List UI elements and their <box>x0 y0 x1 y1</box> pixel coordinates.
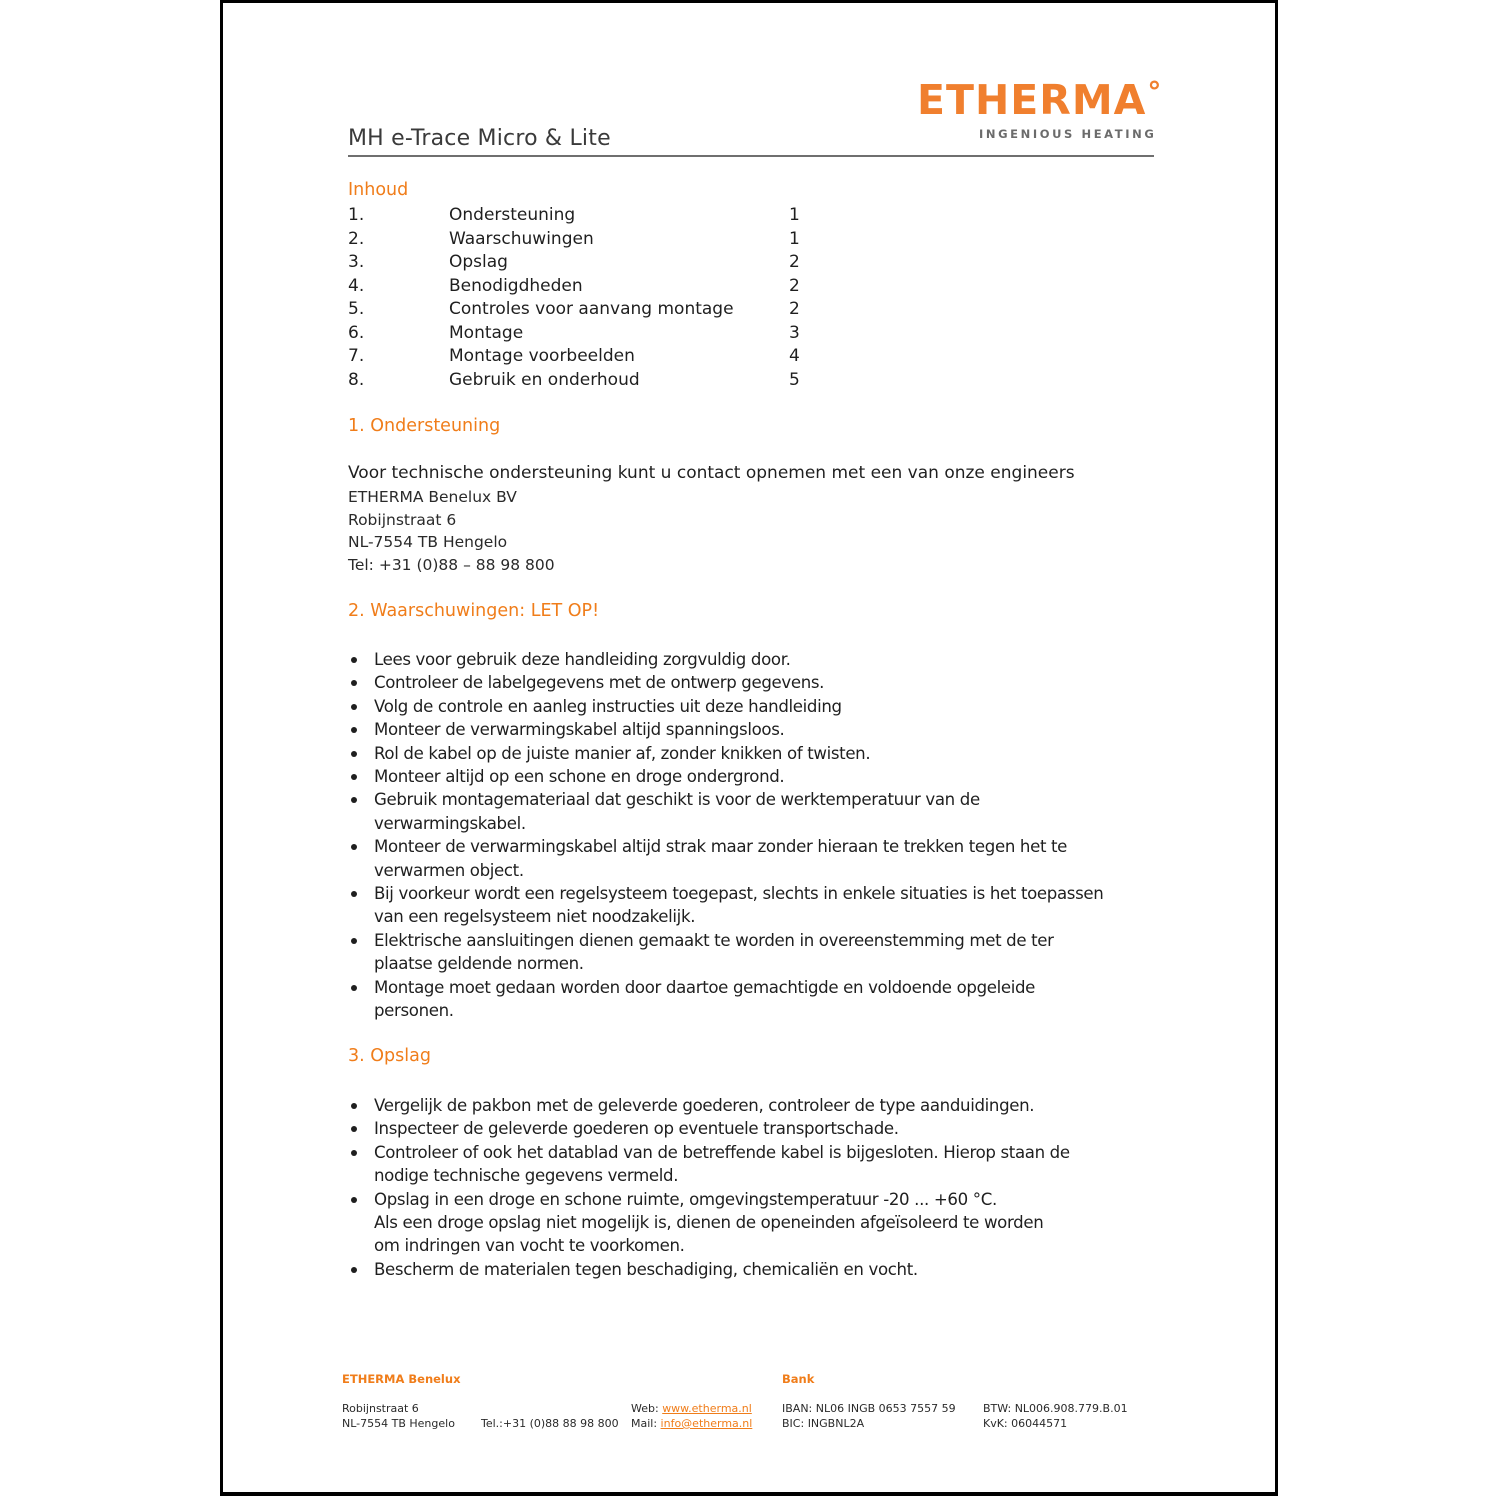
section-heading-opslag: 3. Opslag <box>348 1046 431 1066</box>
toc-number: 5. <box>348 299 365 319</box>
list-item: Montage moet gedaan worden door daartoe gemachtigde en voldoende opgeleide personen. <box>348 976 1178 1023</box>
bullet-icon <box>351 797 357 803</box>
bullet-icon <box>351 1126 357 1132</box>
toc-label: Gebruik en onderhoud <box>449 369 640 390</box>
bullet-icon <box>351 985 357 991</box>
bullet-icon <box>351 774 357 780</box>
footer-mail <box>631 1416 752 1431</box>
toc-label: Waarschuwingen <box>449 228 594 249</box>
email-link[interactable]: info@etherma.nl <box>660 1417 753 1430</box>
toc-page: 2 <box>789 275 800 296</box>
bullet-icon <box>351 1267 357 1273</box>
footer-city: NL-7554 TB Hengelo <box>342 1417 455 1430</box>
logo-degree-icon: ° <box>1147 75 1163 108</box>
toc-page: 5 <box>789 369 800 390</box>
footer-bic: BIC: INGBNL2A <box>782 1417 865 1430</box>
footer-street: Robijnstraat 6 <box>342 1402 419 1415</box>
header-divider <box>348 155 1154 157</box>
toc-item <box>348 299 808 322</box>
bullet-icon <box>351 1103 357 1109</box>
footer-web-label: Web: <box>631 1402 663 1415</box>
bullet-icon <box>351 727 357 733</box>
bullet-icon <box>351 1150 357 1156</box>
list-item: Elektrische aansluitingen dienen gemaakt te worden in overeenstemming met de ter plaatse geldende normen. <box>348 929 1178 976</box>
toc-heading: Inhoud <box>348 180 409 200</box>
list-item: Monteer altijd op een schone en droge ondergrond. <box>348 765 1178 788</box>
list-item: Volg de controle en aanleg instructies uit deze handleiding <box>348 695 1178 718</box>
footer-phone: Tel.:+31 (0)88 88 98 800 <box>481 1417 619 1430</box>
footer-mail-label: Mail: <box>631 1417 661 1430</box>
toc-number: 2. <box>348 228 365 249</box>
toc-item <box>348 346 808 369</box>
list-item: Lees voor gebruik deze handleiding zorgvuldig door. <box>348 648 1178 671</box>
support-city: NL-7554 TB Hengelo <box>348 533 508 551</box>
list-item: Gebruik montagemateriaal dat geschikt is voor de werktemperatuur van de verwarmingskabel. <box>348 788 1178 835</box>
toc-page: 2 <box>789 252 800 272</box>
toc-number: 7. <box>348 346 365 366</box>
footer-bank-heading: Bank <box>782 1372 815 1386</box>
support-company-name: ETHERMA Benelux BV <box>348 488 517 506</box>
toc-item <box>348 276 808 299</box>
warnings-list <box>348 648 1178 1023</box>
website-link[interactable]: www.etherma.nl <box>662 1402 752 1415</box>
toc-label: Ondersteuning <box>449 205 576 225</box>
toc-label: Montage <box>449 322 524 343</box>
bullet-icon <box>351 704 357 710</box>
support-street: Robijnstraat 6 <box>348 510 457 529</box>
list-item: Bij voorkeur wordt een regelsysteem toegepast, slechts in enkele situaties is het toepassen van een regelsysteem niet noodzakelijk. <box>348 882 1178 929</box>
bullet-icon <box>351 657 357 663</box>
toc-page: 1 <box>789 205 800 225</box>
list-item: Bescherm de materialen tegen beschadiging, chemicaliën en vocht. <box>348 1258 1178 1281</box>
list-item: Controleer de labelgegevens met de ontwerp gegevens. <box>348 671 1178 694</box>
toc-page: 1 <box>789 228 800 249</box>
toc-number: 1. <box>348 205 365 225</box>
toc-number: 8. <box>348 369 365 390</box>
list-item: Vergelijk de pakbon met de geleverde goederen, controleer de type aanduidingen. <box>348 1094 1178 1117</box>
toc-item <box>348 370 808 393</box>
footer-company-heading: ETHERMA Benelux <box>342 1372 461 1386</box>
support-phone: Tel: +31 (0)88 – 88 98 800 <box>348 555 555 574</box>
toc-item <box>348 205 808 228</box>
list-item: Monteer de verwarmingskabel altijd strak maar zonder hieraan te trekken tegen het te verwarmen object. <box>348 835 1178 882</box>
document-title: MH e-Trace Micro & Lite <box>348 126 611 151</box>
etherma-logo <box>917 75 1163 124</box>
toc-page: 2 <box>789 299 800 319</box>
bullet-icon <box>351 938 357 944</box>
section-heading-waarschuwingen: 2. Waarschuwingen: LET OP! <box>348 601 600 621</box>
toc-number: 4. <box>348 275 365 296</box>
toc-label: Opslag <box>449 252 508 272</box>
list-item: Opslag in een droge en schone ruimte, omgevingstemperatuur -20 ... +60 °C. Als een droge opslag niet mogelijk is, dienen de openeinden afgeïsoleerd te worden om indringen van vocht te voorkomen. <box>348 1188 1178 1258</box>
toc-page: 3 <box>789 322 800 343</box>
toc-page: 4 <box>789 346 800 366</box>
toc-item <box>348 229 808 252</box>
footer-web <box>631 1401 752 1416</box>
bullet-icon <box>351 751 357 757</box>
toc-number: 6. <box>348 322 365 343</box>
toc-number: 3. <box>348 252 365 272</box>
logo-tagline: INGENIOUS HEATING <box>979 127 1157 141</box>
footer-kvk: KvK: 06044571 <box>983 1417 1068 1430</box>
list-item: Rol de kabel op de juiste manier af, zonder knikken of twisten. <box>348 742 1178 765</box>
support-intro-text: Voor technische ondersteuning kunt u contact opnemen met een van onze engineers <box>348 463 1075 483</box>
list-item: Controleer of ook het datablad van de betreffende kabel is bijgesloten. Hierop staan de nodige technische gegevens vermeld. <box>348 1141 1178 1188</box>
section-heading-ondersteuning: 1. Ondersteuning <box>348 416 501 436</box>
footer-btw: BTW: NL006.908.779.B.01 <box>983 1402 1128 1415</box>
toc-label: Benodigdheden <box>449 275 583 296</box>
toc-item <box>348 323 808 346</box>
bullet-icon <box>351 1197 357 1203</box>
toc-label: Controles voor aanvang montage <box>449 299 734 319</box>
storage-list <box>348 1094 1178 1281</box>
bullet-icon <box>351 844 357 850</box>
bullet-icon <box>351 680 357 686</box>
list-item: Inspecteer de geleverde goederen op eventuele transportschade. <box>348 1117 1178 1140</box>
footer-iban: IBAN: NL06 INGB 0653 7557 59 <box>782 1402 956 1415</box>
toc-item <box>348 252 808 275</box>
bullet-icon <box>351 891 357 897</box>
logo-brand: ETHERMA <box>917 76 1147 124</box>
toc-label: Montage voorbeelden <box>449 346 635 366</box>
list-item: Monteer de verwarmingskabel altijd spanningsloos. <box>348 718 1178 741</box>
